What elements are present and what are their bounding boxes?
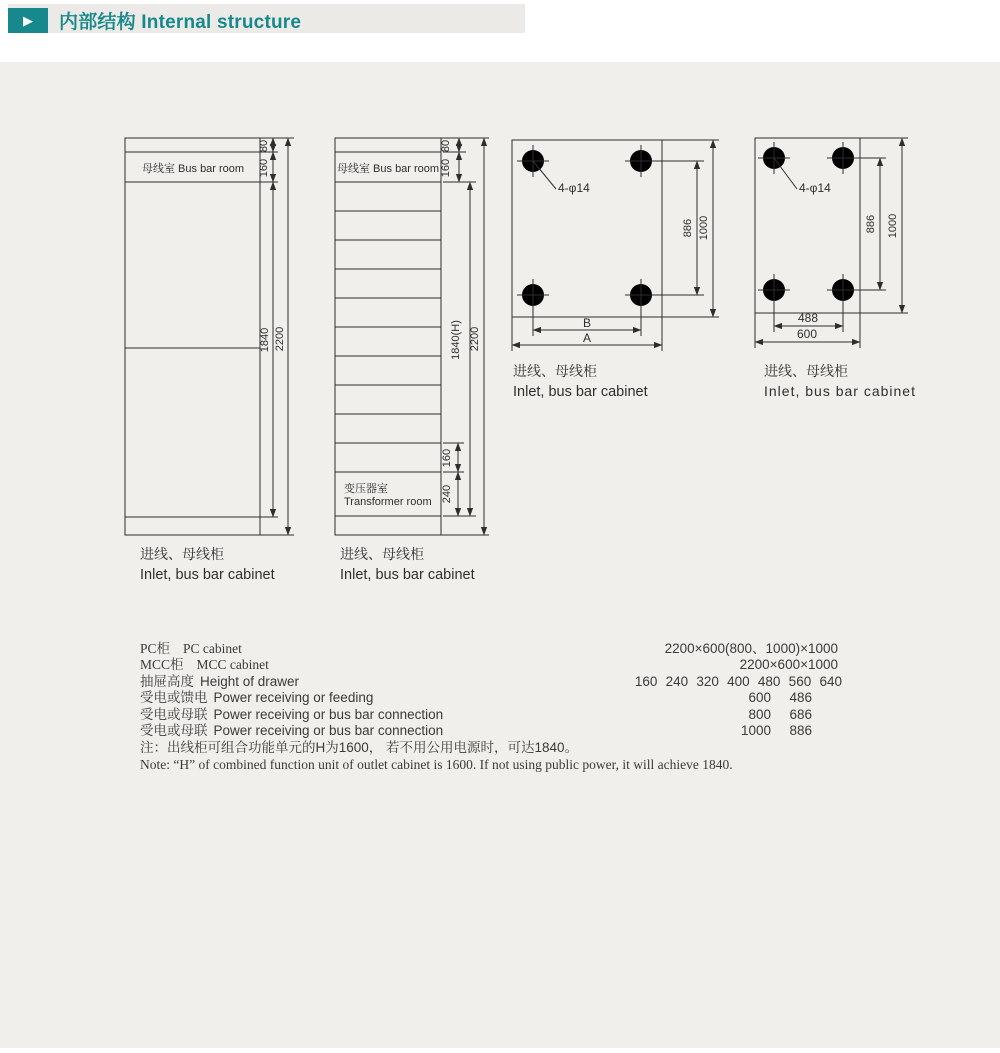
hole-spec-label: 4-φ14	[799, 181, 831, 195]
caption-cn: 进线、母线柜	[764, 363, 848, 379]
cabinet1-front-view	[125, 138, 294, 583]
plan-view-narrow	[755, 138, 916, 399]
dim-label-1000: 1000	[698, 215, 710, 241]
spec-label-cn: 抽屉高度	[140, 674, 194, 689]
dim-label-b: B	[582, 316, 592, 330]
spec-label-en: Power receiving or bus bar connection	[213, 723, 444, 738]
cabinet2-front-view	[335, 138, 489, 583]
spec-label-cn: MCC柜	[140, 657, 184, 672]
spec-label-cn: 受电或馈电	[140, 690, 208, 705]
dim-label-600: 600	[796, 327, 818, 341]
spec-label-cn: 受电或母联	[140, 723, 208, 738]
dim-label-886: 886	[682, 218, 694, 238]
dim-label-886: 886	[865, 214, 877, 234]
dim-label-1840: 1840	[259, 327, 271, 353]
dim-label-160: 160	[258, 158, 270, 178]
dim-label-488: 488	[797, 311, 819, 325]
caption-cn: 进线、母线柜	[513, 363, 597, 379]
dim-label-a: A	[582, 331, 592, 345]
caption-en: Inlet, bus bar cabinet	[513, 384, 648, 400]
spec-label-en: MCC cabinet	[196, 657, 269, 672]
note-text-en: Note: “H” of combined function unit of outlet cabinet is 1600. If not using public power, it will achieve 1840.	[140, 757, 733, 772]
dim-label-2200: 2200	[469, 326, 481, 352]
spec-value-depth: 486	[789, 690, 812, 705]
spec-label-en: Power receiving or feeding	[213, 690, 374, 705]
dim-label-1000: 1000	[887, 213, 899, 239]
spec-row-pc-cabinet	[140, 641, 842, 657]
caption-en: Inlet, bus bar cabinet	[340, 567, 475, 583]
transformer-room-label-cn: 变压器室	[344, 483, 388, 495]
spec-label-en: Power receiving or bus bar connection	[213, 707, 444, 722]
spec-row-busbar-connection-2	[140, 723, 842, 739]
spec-value-width: 1000	[740, 723, 771, 738]
spec-note-cn	[140, 740, 842, 756]
spec-label-cn: 受电或母联	[140, 707, 208, 722]
spec-value-width: 600	[748, 690, 771, 705]
spec-row-drawer-height	[140, 674, 842, 690]
spec-value-depth: 886	[789, 723, 812, 738]
spec-value: 160 240 320 400 480 560 640	[634, 674, 842, 689]
spec-label-cn: PC柜	[140, 641, 171, 656]
spec-value: 2200×600(800、1000)×1000	[664, 641, 838, 656]
dim-label-80: 80	[440, 139, 452, 153]
spec-note-en	[140, 757, 842, 773]
plan-view-wide	[512, 140, 719, 400]
spec-value-width: 800	[748, 707, 771, 722]
spec-value: 2200×600×1000	[739, 657, 838, 672]
page-title: 内部结构 Internal structure	[59, 12, 302, 33]
transformer-room-label-en: Transformer room	[344, 496, 432, 508]
spec-label-en: PC cabinet	[183, 641, 242, 656]
spec-row-mcc-cabinet	[140, 657, 842, 673]
dim-label-160-top: 160	[440, 158, 452, 178]
spec-value-depth: 686	[789, 707, 812, 722]
dim-label-240: 240	[441, 484, 453, 504]
dim-label-1840h: 1840(H)	[450, 320, 462, 360]
spec-row-busbar-connection-1	[140, 707, 842, 723]
busbar-room-label: 母线室 Bus bar room	[142, 163, 245, 175]
caption-cn: 进线、母线柜	[140, 546, 224, 562]
hole-spec-label: 4-φ14	[558, 181, 590, 195]
note-text-cn: 注：出线柜可组合功能单元的H为1600， 若不用公用电源时，可达1840。	[140, 740, 579, 755]
dim-label-160-bottom: 160	[441, 448, 453, 468]
dim-label-2200: 2200	[274, 326, 286, 352]
caption-en: Inlet, bus bar cabinet	[140, 567, 275, 583]
caption-cn: 进线、母线柜	[340, 546, 424, 562]
busbar-room-label: 母线室 Bus bar room	[337, 163, 440, 175]
spec-label-en: Height of drawer	[200, 674, 300, 689]
dim-label-80: 80	[258, 139, 270, 153]
spec-row-power-feeding	[140, 690, 842, 706]
caption-en: Inlet, bus bar cabinet	[764, 383, 916, 399]
play-icon: ▶	[23, 13, 33, 28]
